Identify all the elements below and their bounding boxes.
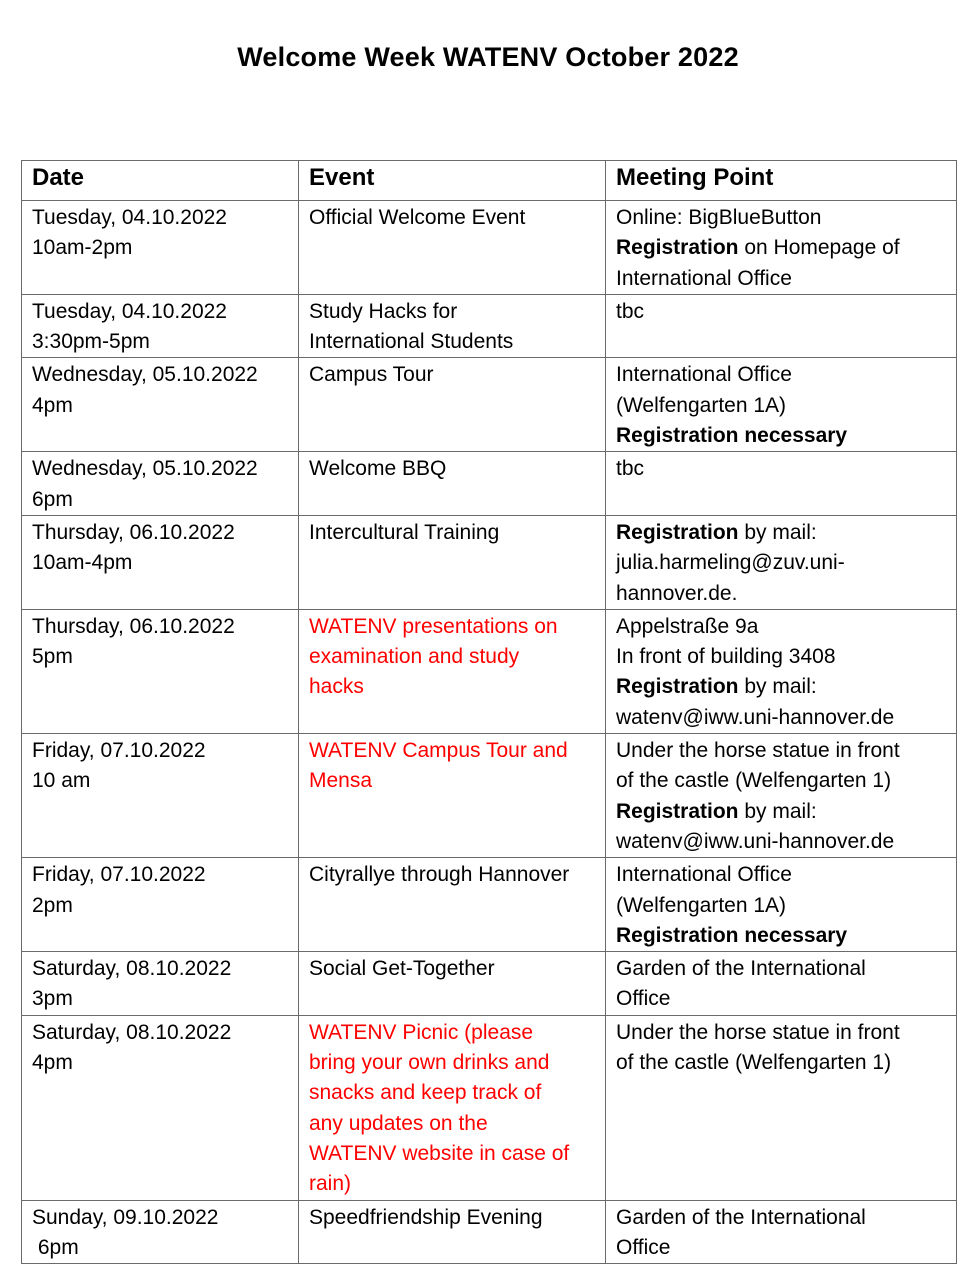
event-cell xyxy=(299,1015,606,1200)
meeting-point-text: Under the horse statue in front xyxy=(616,1020,900,1044)
date-line: 10am-2pm xyxy=(32,236,133,260)
date-cell xyxy=(22,952,299,1016)
date-cell xyxy=(22,1200,299,1264)
event-line: Speedfriendship Evening xyxy=(309,1205,543,1229)
event-line: Cityrallye through Hannover xyxy=(309,863,570,887)
meeting-point-line xyxy=(616,612,947,642)
meeting-point-text: Garden of the International xyxy=(616,1205,866,1229)
date-line: 10 am xyxy=(32,769,91,793)
meeting-point-cell xyxy=(606,294,957,358)
event-line: snacks and keep track of xyxy=(309,1081,542,1105)
date-cell xyxy=(22,201,299,295)
event-cell xyxy=(299,358,606,452)
event-line: WATENV website in case of xyxy=(309,1141,570,1165)
column-header-event: Event xyxy=(299,161,606,201)
column-header-meeting-point: Meeting Point xyxy=(606,161,957,201)
meeting-point-text: by mail: xyxy=(738,675,817,699)
table-row xyxy=(22,952,957,1016)
meeting-point-line xyxy=(616,391,947,421)
meeting-point-text: tbc xyxy=(616,457,645,481)
meeting-point-cell xyxy=(606,515,957,609)
meeting-point-line xyxy=(616,827,947,857)
event-line: Campus Tour xyxy=(309,363,434,387)
date-line: 4pm xyxy=(32,393,73,417)
event-line: Welcome BBQ xyxy=(309,457,447,481)
meeting-point-text: Office xyxy=(616,1235,671,1259)
meeting-point-text: on Homepage of xyxy=(738,236,900,260)
meeting-point-line xyxy=(616,203,947,233)
table-row xyxy=(22,515,957,609)
event-line: Study Hacks for xyxy=(309,299,458,323)
meeting-point-text: watenv@iww.uni-hannover.de xyxy=(616,705,895,729)
date-line: Sunday, 09.10.2022 xyxy=(32,1205,219,1229)
meeting-point-line xyxy=(616,672,947,702)
registration-note: Registration necessary xyxy=(616,923,848,947)
meeting-point-line xyxy=(616,1048,947,1078)
date-line: 4pm xyxy=(32,1051,73,1075)
meeting-point-text: of the castle (Welfengarten 1) xyxy=(616,1051,892,1075)
event-line: WATENV Campus Tour and xyxy=(309,739,568,763)
page-title: Welcome Week WATENV October 2022 xyxy=(237,42,739,72)
meeting-point-line xyxy=(616,797,947,827)
date-cell xyxy=(22,734,299,858)
table-row xyxy=(22,358,957,452)
event-cell xyxy=(299,515,606,609)
date-line: Wednesday, 05.10.2022 xyxy=(32,363,258,387)
date-line: Saturday, 08.10.2022 xyxy=(32,957,232,981)
meeting-point-cell xyxy=(606,609,957,733)
meeting-point-line xyxy=(616,233,947,263)
meeting-point-text: International Office xyxy=(616,863,792,887)
meeting-point-text: In front of building 3408 xyxy=(616,645,836,669)
date-line: 10am-4pm xyxy=(32,551,133,575)
date-line: 6pm xyxy=(32,1235,79,1259)
date-cell xyxy=(22,515,299,609)
meeting-point-text: Online: BigBlueButton xyxy=(616,206,822,229)
meeting-point-text: watenv@iww.uni-hannover.de xyxy=(616,829,895,853)
meeting-point-line xyxy=(616,766,947,796)
event-line: Mensa xyxy=(309,769,373,793)
meeting-point-text: Garden of the International xyxy=(616,957,866,981)
meeting-point-text: julia.harmeling@zuv.uni- xyxy=(616,551,845,575)
registration-note: Registration necessary xyxy=(616,424,848,448)
table-row xyxy=(22,734,957,858)
event-line: hacks xyxy=(309,675,364,699)
event-cell xyxy=(299,734,606,858)
registration-note: Registration xyxy=(616,236,739,260)
meeting-point-line xyxy=(616,579,947,609)
event-line: rain) xyxy=(309,1172,352,1196)
event-line: Intercultural Training xyxy=(309,520,500,544)
date-line: Saturday, 08.10.2022 xyxy=(32,1020,232,1044)
event-cell xyxy=(299,201,606,295)
event-cell xyxy=(299,858,606,952)
date-line: Tuesday, 04.10.2022 xyxy=(32,206,227,229)
event-line: International Students xyxy=(309,330,514,354)
meeting-point-text: International Office xyxy=(616,266,792,290)
date-cell xyxy=(22,1015,299,1200)
meeting-point-cell xyxy=(606,734,957,858)
date-line: 3:30pm-5pm xyxy=(32,330,150,354)
date-cell xyxy=(22,294,299,358)
event-line: WATENV Picnic (please xyxy=(309,1020,534,1044)
meeting-point-line xyxy=(616,891,947,921)
meeting-point-text: Appelstraße 9a xyxy=(616,614,759,638)
date-cell xyxy=(22,858,299,952)
meeting-point-cell xyxy=(606,452,957,516)
event-line: any updates on the xyxy=(309,1111,488,1135)
date-line: Tuesday, 04.10.2022 xyxy=(32,299,227,323)
meeting-point-text: by mail: xyxy=(738,799,817,823)
date-line: Wednesday, 05.10.2022 xyxy=(32,457,258,481)
meeting-point-line xyxy=(616,297,947,327)
date-line: Thursday, 06.10.2022 xyxy=(32,614,235,638)
registration-note: Registration xyxy=(616,799,739,823)
table-row xyxy=(22,858,957,952)
event-cell xyxy=(299,609,606,733)
date-line: 6pm xyxy=(32,487,73,511)
meeting-point-text: tbc xyxy=(616,299,645,323)
column-header-date: Date xyxy=(22,161,299,201)
meeting-point-text: International Office xyxy=(616,363,792,387)
table-row xyxy=(22,609,957,733)
schedule-body xyxy=(22,201,957,1264)
event-line: bring your own drinks and xyxy=(309,1051,550,1075)
table-row xyxy=(22,452,957,516)
date-line: 5pm xyxy=(32,645,73,669)
meeting-point-line xyxy=(616,1233,947,1263)
event-line: Official Welcome Event xyxy=(309,206,526,229)
event-cell xyxy=(299,1200,606,1264)
registration-note: Registration xyxy=(616,675,739,699)
date-cell xyxy=(22,609,299,733)
meeting-point-text: (Welfengarten 1A) xyxy=(616,393,787,417)
meeting-point-line xyxy=(616,421,947,451)
meeting-point-cell xyxy=(606,1200,957,1264)
date-line: Friday, 07.10.2022 xyxy=(32,863,206,887)
meeting-point-text: of the castle (Welfengarten 1) xyxy=(616,769,892,793)
meeting-point-line xyxy=(616,548,947,578)
meeting-point-line xyxy=(616,703,947,733)
table-row xyxy=(22,1200,957,1264)
meeting-point-line xyxy=(616,642,947,672)
meeting-point-line xyxy=(616,921,947,951)
meeting-point-line xyxy=(616,984,947,1014)
meeting-point-cell xyxy=(606,1015,957,1200)
date-line: 2pm xyxy=(32,893,73,917)
meeting-point-text: Under the horse statue in front xyxy=(616,739,900,763)
date-line: Thursday, 06.10.2022 xyxy=(32,520,235,544)
event-cell xyxy=(299,452,606,516)
meeting-point-line xyxy=(616,518,947,548)
date-cell xyxy=(22,452,299,516)
registration-note: Registration xyxy=(616,520,739,544)
meeting-point-line xyxy=(616,360,947,390)
date-cell xyxy=(22,358,299,452)
meeting-point-line xyxy=(616,264,947,294)
meeting-point-text: by mail: xyxy=(738,520,817,544)
meeting-point-cell xyxy=(606,858,957,952)
meeting-point-text: Office xyxy=(616,987,671,1011)
meeting-point-line xyxy=(616,954,947,984)
meeting-point-text: (Welfengarten 1A) xyxy=(616,893,787,917)
meeting-point-text: hannover.de. xyxy=(616,581,738,605)
event-line: examination and study xyxy=(309,645,520,669)
event-cell xyxy=(299,294,606,358)
meeting-point-cell xyxy=(606,358,957,452)
date-line: 3pm xyxy=(32,987,73,1011)
table-row xyxy=(22,1015,957,1200)
meeting-point-line xyxy=(616,454,947,484)
table-row xyxy=(22,201,957,295)
table-row xyxy=(22,294,957,358)
meeting-point-line xyxy=(616,860,947,890)
meeting-point-line xyxy=(616,1203,947,1233)
meeting-point-cell xyxy=(606,201,957,295)
meeting-point-line xyxy=(616,1018,947,1048)
meeting-point-cell xyxy=(606,952,957,1016)
schedule-table xyxy=(21,160,957,1264)
date-line: Friday, 07.10.2022 xyxy=(32,739,206,763)
event-line: Social Get-Together xyxy=(309,957,495,981)
event-line: WATENV presentations on xyxy=(309,614,558,638)
event-cell xyxy=(299,952,606,1016)
meeting-point-line xyxy=(616,736,947,766)
table-header-row xyxy=(22,161,957,201)
